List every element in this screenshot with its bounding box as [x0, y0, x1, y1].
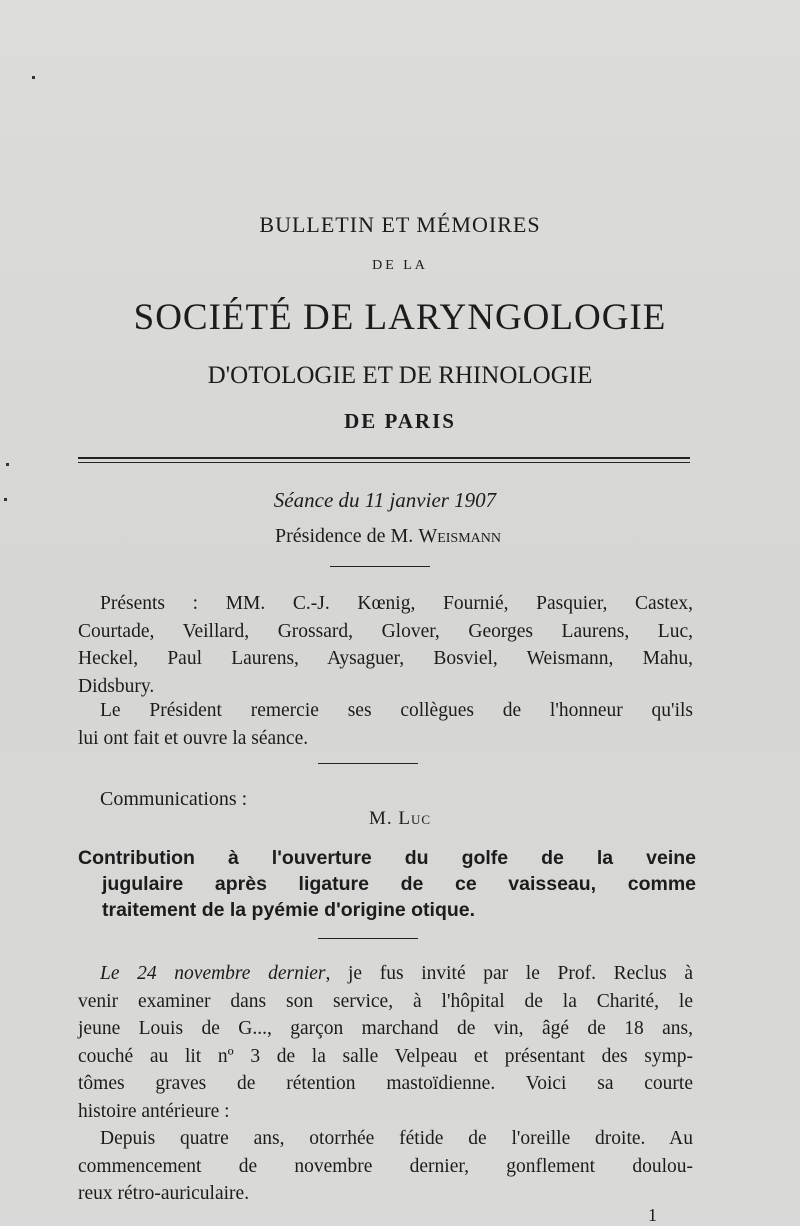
seance-date: Séance du 11 janvier 1907: [273, 488, 497, 512]
body-line-6: histoire antérieure :: [78, 1100, 230, 1122]
body-line-3: jeune Louis de G..., garçon marchand de vin, âgé de 18 ans,: [78, 1018, 693, 1039]
article-title-line-2: jugulaire après ligature de ce vaisseau, comme: [102, 873, 696, 895]
presidence-prefix: Présidence de M.: [275, 525, 419, 547]
title-otologie: D'OTOLOGIE ET DE RHINOLOGIE: [207, 362, 593, 389]
presents-line-1: Présents : MM. C.-J. Kœnig, Fournié, Pasquier, Castex,: [100, 593, 693, 614]
remerciement-line-2: lui ont fait et ouvre la séance.: [78, 727, 309, 749]
remerciement-line-1: Le Président remercie ses collègues de l'honneur qu'ils: [100, 700, 693, 721]
remerciement-paragraph: [78, 697, 693, 752]
presents-line-2: Courtade, Veillard, Grossard, Glover, Georges Laurens, Luc,: [78, 620, 693, 642]
body-line-7: Depuis quatre ans, otorrhée fétide de l'oreille droite. Au: [100, 1128, 693, 1149]
title-bulletin: BULLETIN ET MÉMOIRES: [259, 212, 541, 237]
scan-speck: [4, 498, 7, 501]
article-title-line-1: Contribution à l'ouverture du golfe de la veine: [78, 847, 696, 869]
page-number: 1: [648, 1205, 657, 1225]
body-paragraph-1: [78, 960, 693, 1125]
body-line-8: commencement de novembre dernier, gonflement doulou-: [78, 1155, 693, 1177]
communications-label: Communications :: [100, 788, 248, 810]
scan-speck: [6, 463, 9, 466]
presents-paragraph: [78, 590, 693, 700]
body-line-4: couché au lit nº 3 de la salle Velpeau et présentant des symp-: [78, 1045, 693, 1067]
presents-line-4: Didsbury.: [78, 675, 155, 697]
article-title: [78, 845, 696, 923]
article-title-line-3: traitement de la pyémie d'origine otique.: [102, 899, 476, 921]
presents-line-3: Heckel, Paul Laurens, Aysaguer, Bosviel, Weismann, Mahu,: [78, 648, 693, 669]
body-line-1-rest: , je fus invité par le Prof. Reclus à: [325, 963, 693, 984]
title-societe: SOCIÉTÉ DE LARYNGOLOGIE: [133, 297, 667, 338]
body-line-2: venir examiner dans son service, à l'hôpital de la Charité, le: [78, 990, 693, 1012]
short-rule-3: [318, 938, 418, 939]
body-paragraph-2: [78, 1125, 693, 1208]
short-rule-1: [330, 566, 430, 567]
body-date-italic: Le 24 novembre dernier: [100, 963, 326, 984]
double-rule-bottom: [78, 462, 690, 463]
author-name: M. Luc: [368, 808, 432, 829]
body-line-9: reux rétro-auriculaire.: [78, 1183, 250, 1204]
double-rule-top: [78, 457, 690, 459]
body-line-5: tômes graves de rétention mastoïdienne. Voici sa courte: [78, 1073, 693, 1094]
presidence-name: Weismann: [418, 525, 501, 547]
body-line-1: [78, 960, 693, 988]
title-de-paris: DE PARIS: [344, 409, 456, 433]
presidence-line: [0, 525, 788, 548]
title-de-la: DE LA: [372, 258, 428, 273]
scan-speck: [32, 76, 35, 79]
short-rule-2: [318, 763, 418, 764]
